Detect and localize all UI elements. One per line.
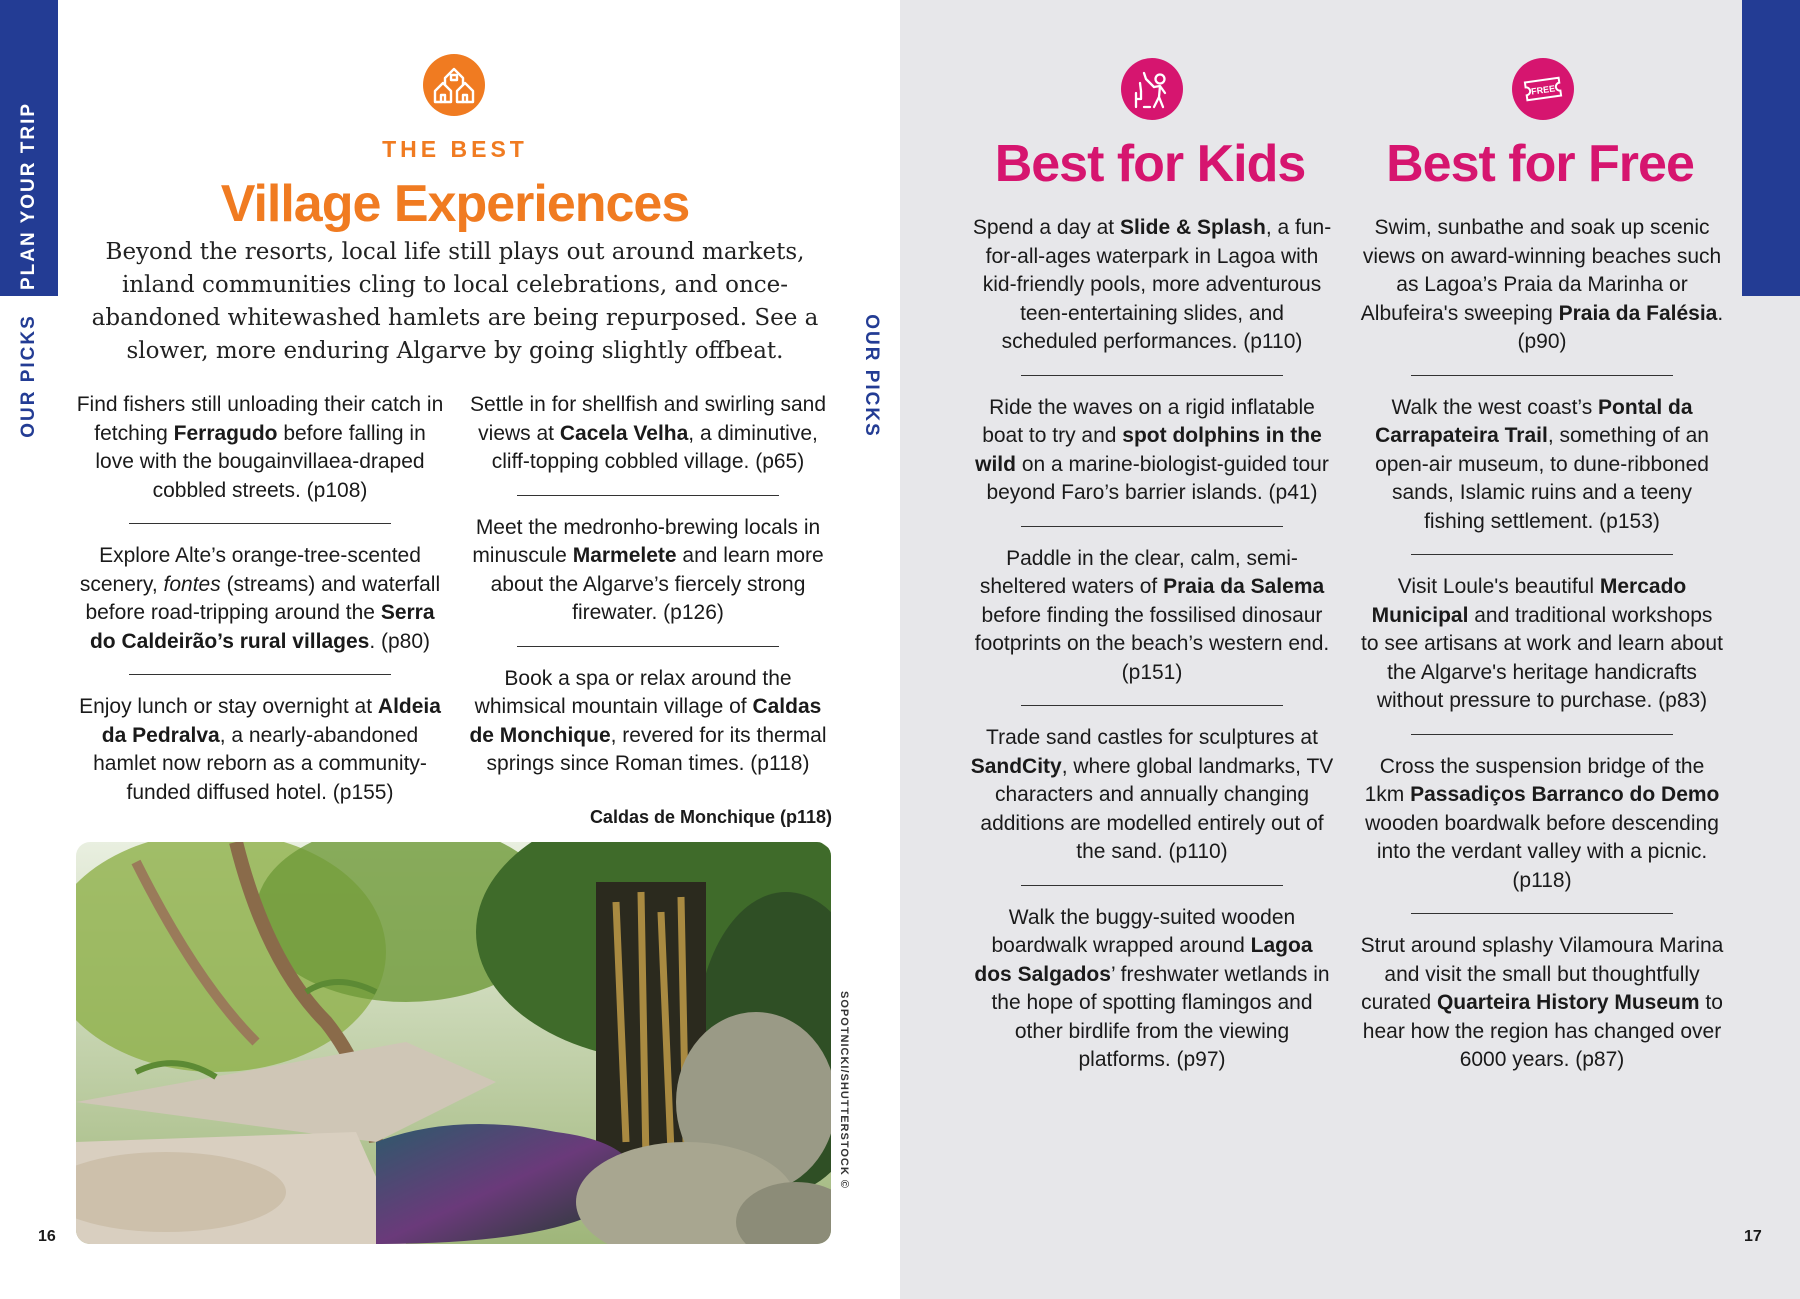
intro-text: Beyond the resorts, local life still plays out around markets, inland communities cling to local celebrations, and once-abandoned whitewashed hamlets are being repurposed. See a slower, more enduring Algarve by going slightly offbeat. — [91, 239, 819, 364]
page-title: Village Experiences — [220, 175, 690, 233]
divider — [1021, 885, 1283, 886]
side-tab-right — [1742, 0, 1800, 296]
page-number-left: 16 — [38, 1228, 56, 1245]
our-picks-label-right: OUR PICKS — [861, 314, 882, 438]
free-column — [1360, 214, 1724, 1075]
village-column-1 — [74, 391, 446, 807]
divider — [1021, 375, 1283, 376]
divider — [129, 674, 391, 675]
photo-caption: Caldas de Monchique (p118) — [589, 807, 832, 827]
our-picks-label-left: OUR PICKS — [18, 314, 39, 438]
divider — [1021, 526, 1283, 527]
kids-column — [970, 214, 1334, 1075]
free-ticket-icon — [1512, 58, 1574, 120]
pick-item: Paddle in the clear, calm, semi-sheltered waters of Praia da Salema before finding the fossilised dinosaur footprints on the beach’s western end. (p151) — [974, 546, 1330, 684]
pick-item: Enjoy lunch or stay overnight at Aldeia da Pedralva, a nearly-abandoned hamlet now reborn as a community-funded diffused hotel. (p155) — [79, 695, 441, 804]
photo-credit: SOPOTNICKI/SHUTTERSTOCK © — [838, 991, 850, 1189]
divider — [1411, 375, 1673, 376]
pick-item: Meet the medronho-brewing locals in minuscule Marmelete and learn more about the Algarve’s fiercely strong firewater. (p126) — [472, 515, 824, 624]
pick-item: Spend a day at Slide & Splash, a fun-for-all-ages waterpark in Lagoa with kid-friendly pools, more adventurous teen-entertaining slides, and scheduled performances. (p110) — [972, 216, 1332, 353]
pick-item: Visit Loule's beautiful Mercado Municipal and traditional workshops to see artisans at work and learn about the Algarve's heritage handicrafts without pressure to purchase. (p83) — [1361, 575, 1723, 712]
divider — [517, 646, 779, 647]
divider — [1021, 705, 1283, 706]
waterfall-photo — [76, 842, 831, 1244]
pick-item: Cross the suspension bridge of the 1km Passadiços Barranco do Demo wooden boardwalk before descending into the verdant valley with a picnic. (p118) — [1364, 754, 1720, 892]
kids-title: Best for Kids — [994, 135, 1306, 193]
page-number-right: 17 — [1744, 1228, 1762, 1245]
plan-your-trip-label-left: PLAN YOUR TRIP — [18, 101, 39, 291]
svg-text:FREE: FREE — [1530, 83, 1556, 97]
plan-your-trip-label-right: PLAN YOUR TRIP — [861, 101, 882, 291]
divider — [517, 495, 779, 496]
pick-item: Ride the waves on a rigid inflatable boat to try and spot dolphins in the wild on a marine-biologist-guided tour beyond Faro’s barrier islands. (p41) — [975, 395, 1329, 504]
free-title: Best for Free — [1386, 135, 1694, 193]
houses-icon — [423, 54, 485, 116]
pick-item: Trade sand castles for sculptures at SandCity, where global landmarks, TV characters and annually changing additions are modelled entirely out of the sand. (p110) — [970, 726, 1334, 863]
pick-item: Find fishers still unloading their catch in fetching Ferragudo before falling in love with the bougainvillaea-draped cobbled streets. (p108) — [76, 393, 444, 502]
kicker: THE BEST — [382, 136, 528, 162]
village-column-2 — [462, 391, 834, 779]
divider — [1411, 554, 1673, 555]
child-icon — [1121, 58, 1183, 120]
pick-item: Book a spa or relax around the whimsical mountain village of Caldas de Monchique, revered for its thermal springs since Roman times. (p118) — [469, 666, 827, 775]
pick-item: Swim, sunbathe and soak up scenic views on award-winning beaches such as Lagoa’s Praia da Marinha or Albufeira's sweeping Praia da Falésia. (p90) — [1360, 216, 1724, 353]
pick-item: Walk the buggy-suited wooden boardwalk wrapped around Lagoa dos Salgados’ freshwater wetlands in the hope of spotting flamingos and other birdlife from the viewing platforms. (p97) — [974, 905, 1330, 1071]
pick-item: Settle in for shellfish and swirling sand views at Cacela Velha, a diminutive, cliff-topping cobbled village. (p65) — [469, 393, 826, 473]
pick-item: Walk the west coast’s Pontal da Carrapateira Trail, something of an open-air museum, to dune-ribboned sands, Islamic ruins and a teeny fishing settlement. (p153) — [1375, 395, 1709, 533]
pick-item: Explore Alte’s orange-tree-scented scenery, fontes (streams) and waterfall before road-tripping around the Serra do Caldeirão’s rural villages. (p80) — [79, 544, 441, 653]
divider — [1411, 734, 1673, 735]
divider — [129, 523, 391, 524]
divider — [1411, 913, 1673, 914]
pick-item: Strut around splashy Vilamoura Marina and visit the small but thoughtfully curated Quarteira History Museum to hear how the region has changed over 6000 years. (p87) — [1360, 934, 1724, 1071]
